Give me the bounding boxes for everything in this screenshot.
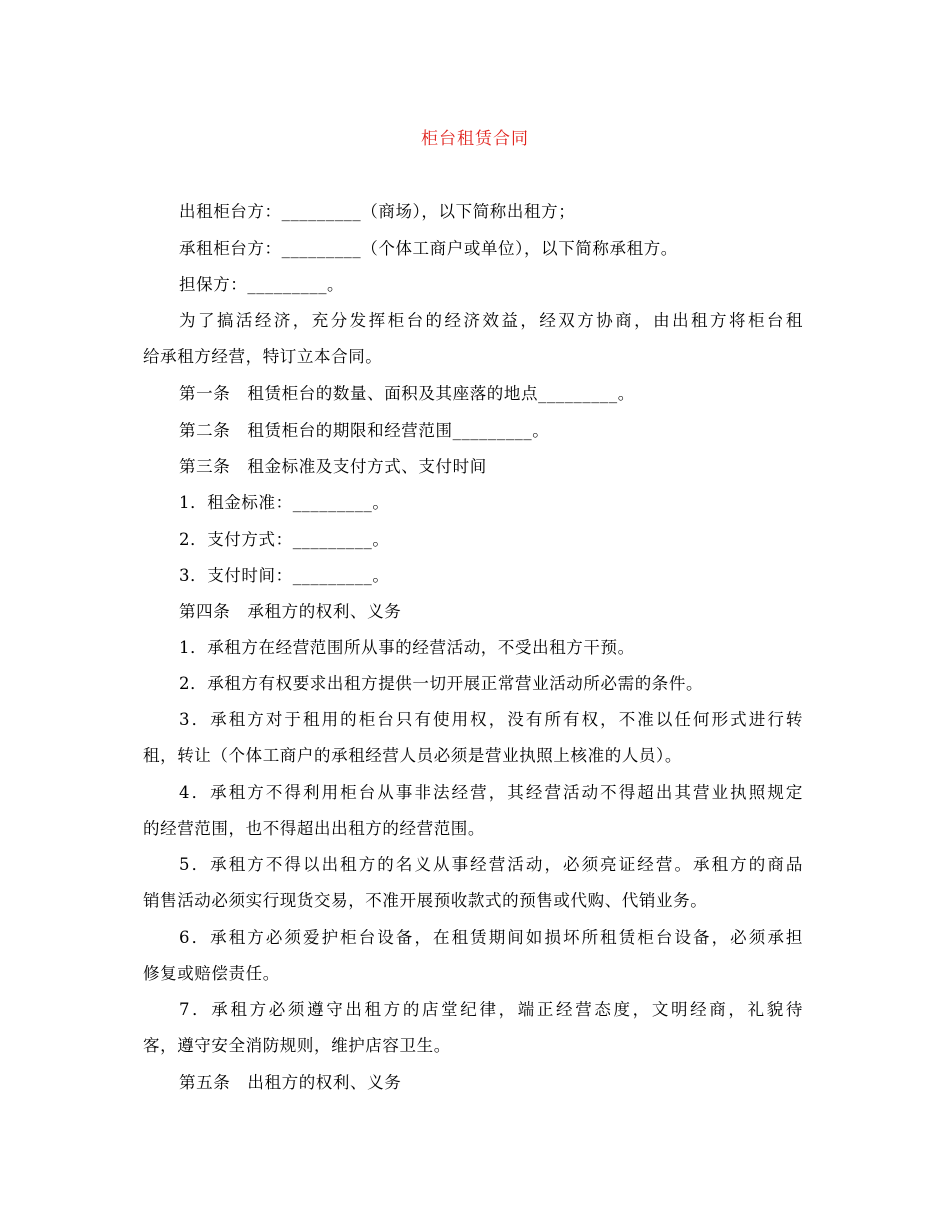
article-4-item-5-line-1: 5．承租方不得以出租方的名义从事经营活动，必须亮证经营。承租方的商品 xyxy=(179,855,803,874)
article-4-item-7-line-2: 客，遵守安全消防规则，维护店容卫生。 xyxy=(143,1036,451,1055)
article-4-item-6-line-1: 6．承租方必须爱护柜台设备，在租赁期间如损坏所租赁柜台设备，必须承担 xyxy=(179,928,803,947)
article-3-item-2: 2．支付方式：_________。 xyxy=(179,530,390,549)
article-4-item-1: 1．承租方在经营范围所从事的经营活动，不受出租方干预。 xyxy=(179,638,635,657)
article-5: 第五条 出租方的权利、义务 xyxy=(179,1073,402,1092)
document-title: 柜台租赁合同 xyxy=(421,129,529,149)
preamble-line-1: 为了搞活经济，充分发挥柜台的经济效益，经双方协商，由出租方将柜台租 xyxy=(179,311,803,330)
lessee-line: 承租柜台方：_________（个体工商户或单位），以下简称承租方。 xyxy=(179,239,678,258)
lessor-line: 出租柜台方：_________（商场），以下简称出租方； xyxy=(179,202,576,221)
article-4-item-3-line-1: 3．承租方对于租用的柜台只有使用权，没有所有权，不准以任何形式进行转 xyxy=(179,710,803,729)
article-4: 第四条 承租方的权利、义务 xyxy=(179,602,402,621)
guarantor-line: 担保方：_________。 xyxy=(179,275,345,294)
article-4-item-3-line-2: 租，转让（个体工商户的承租经营人员必须是营业执照上核准的人员）。 xyxy=(143,746,682,765)
article-1: 第一条 租赁柜台的数量、面积及其座落的地点_________。 xyxy=(179,384,635,403)
article-4-item-4-line-1: 4．承租方不得利用柜台从事非法经营，其经营活动不得超出其营业执照规定 xyxy=(179,783,803,802)
article-4-item-4-line-2: 的经营范围，也不得超出出租方的经营范围。 xyxy=(143,819,485,838)
article-4-item-5-line-2: 销售活动必须实行现货交易，不准开展预收款式的预售或代购、代销业务。 xyxy=(143,891,708,910)
article-2: 第二条 租赁柜台的期限和经营范围_________。 xyxy=(179,421,550,440)
article-4-item-7-line-1: 7．承租方必须遵守出租方的店堂纪律，端正经营态度，文明经商，礼貌待 xyxy=(179,1000,803,1019)
article-3-item-1: 1．租金标准：_________。 xyxy=(179,493,390,512)
preamble-line-2: 给承租方经营，特订立本合同。 xyxy=(143,347,383,366)
article-3-item-3: 3．支付时间：_________。 xyxy=(179,566,390,585)
article-4-item-2: 2．承租方有权要求出租方提供一切开展正常营业活动所必需的条件。 xyxy=(179,674,704,693)
article-4-item-6-line-2: 修复或赔偿责任。 xyxy=(143,964,280,983)
article-3: 第三条 租金标准及支付方式、支付时间 xyxy=(179,457,487,476)
